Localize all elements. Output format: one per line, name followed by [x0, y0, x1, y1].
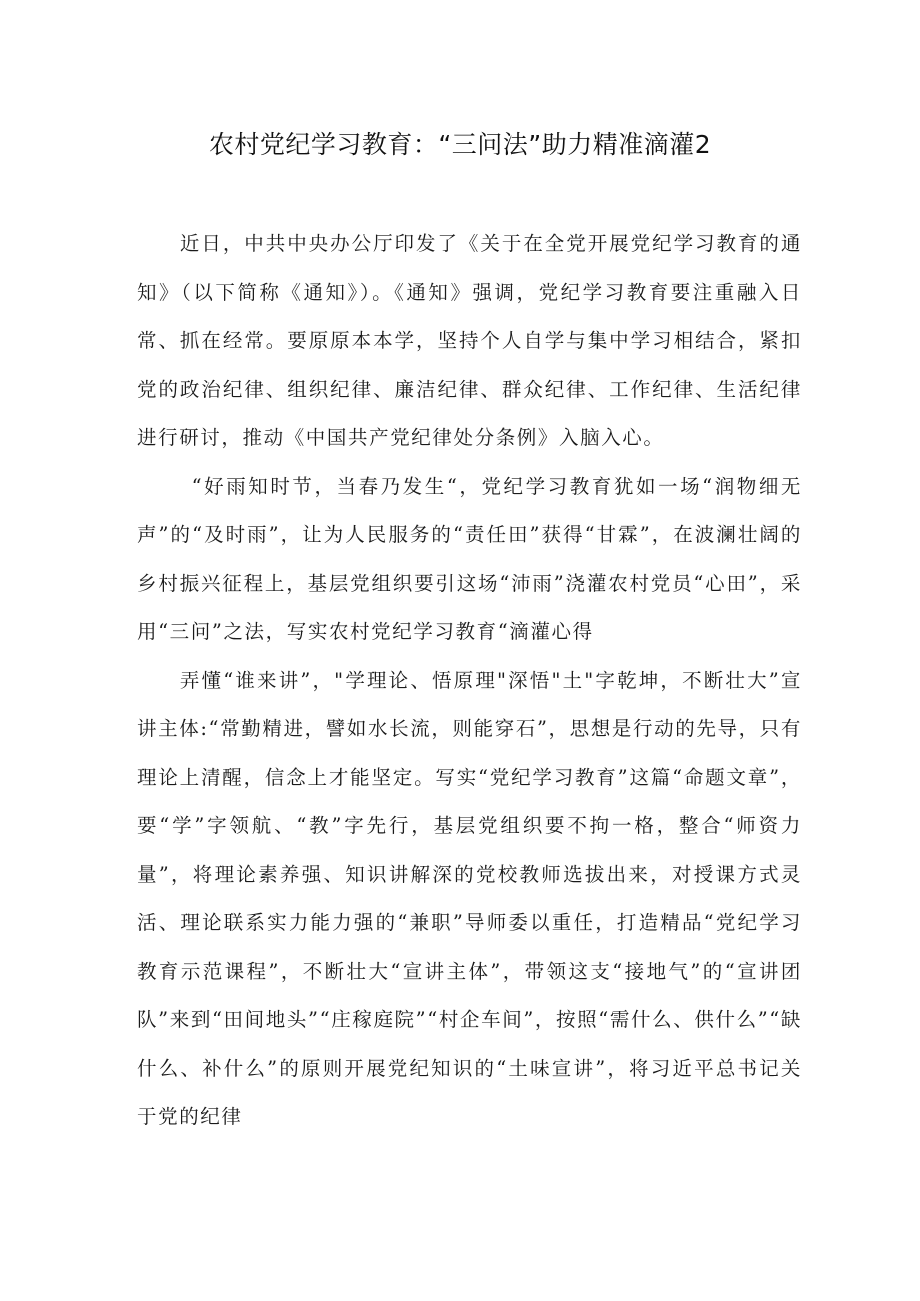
document-body	[137, 220, 802, 1142]
paragraph-1: 近日，中共中央办公厅印发了《关于在全党开展党纪学习教育的通知》（以下简称《通知》）。《通知》强调，党纪学习教育要注重融入日常、抓在经常。要原原本本学，坚持个人自学与集中学习相结合，紧扣党的政治纪律、组织纪律、廉洁纪律、群众纪律、工作纪律、生活纪律进行研讨，推动《中国共产党纪律处分条例》入脑入心。	[137, 232, 802, 449]
document-title: 农村党纪学习教育：“三问法”助力精准滴灌2	[208, 130, 712, 159]
paragraph-2: “好雨知时节，当春乃发生“，党纪学习教育犹如一场“润物细无声”的“及时雨”，让为人民服务的“责任田”获得“甘霖”，在波澜壮阔的乡村振兴征程上，基层党组织要引这场“沛雨”浇灌农村党员“心田”，采用“三问”之法，写实农村党纪学习教育“滴灌心得	[137, 474, 802, 643]
paragraph-3: 弄懂“谁来讲”，"学理论、悟原理"深悟"土"字乾坤，不断壮大”宣讲主体:“常勤精进，譬如水长流，则能穿石”，思想是行动的先导，只有理论上清醒，信念上才能坚定。写实“党纪学习教育”这篇“命题文章”，要“学”字领航、“教”字先行，基层党组织要不拘一格，整合“师资力量”，将理论素养强、知识讲解深的党校教师选拔出来，对授课方式灵活、理论联系实力能力强的“兼职”导师委以重任，打造精品“党纪学习教育示范课程”，不断壮大“宣讲主体”，带领这支“接地气”的“宣讲团队”来到“田间地头”“庄稼庭院”“村企车间”，按照“需什么、供什么”“缺什么、补什么”的原则开展党纪知识的“土味宣讲”，将习近平总书记关于党的纪律	[137, 668, 802, 1128]
